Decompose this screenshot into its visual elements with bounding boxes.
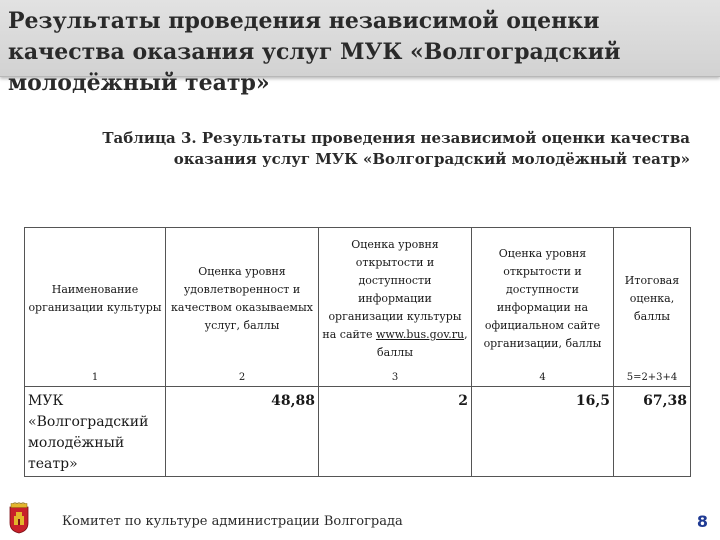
- column-number: 5=2+3+4: [614, 371, 691, 387]
- results-table: [24, 227, 691, 477]
- page-number: 8: [696, 512, 708, 531]
- header-org-name: Наименование организации культуры: [25, 228, 166, 371]
- table-caption: [80, 128, 690, 170]
- table-caption-line2: оказания услуг МУК «Волгоградский молодёжный театр»: [173, 150, 690, 168]
- org-name-cell: МУК «Волгоградский молодёжный театр»: [25, 387, 166, 477]
- satisfaction-score: 48,88: [166, 387, 319, 477]
- header-bus-gov-suffix: , баллы: [377, 328, 468, 360]
- header-official-site-openness: Оценка уровня открытости и доступности информации на официальном сайте организации, баллы: [472, 228, 614, 371]
- column-number: 4: [472, 371, 614, 387]
- header-satisfaction: Оценка уровня удовлетворенност и качеством оказываемых услуг, баллы: [166, 228, 319, 371]
- column-number: 3: [319, 371, 472, 387]
- column-number-row: [25, 371, 691, 387]
- volgograd-coat-of-arms-icon: [8, 502, 30, 534]
- official-site-score: 16,5: [472, 387, 614, 477]
- bus-gov-score: 2: [319, 387, 472, 477]
- bus-gov-link[interactable]: www.bus.gov.ru: [375, 328, 465, 342]
- total-score: 67,38: [614, 387, 691, 477]
- table-header-row: [25, 228, 691, 371]
- column-number: 2: [166, 371, 319, 387]
- table-row: [25, 387, 691, 477]
- header-bus-gov-openness: [319, 228, 472, 371]
- footer: [0, 498, 720, 540]
- title-band: [0, 0, 720, 96]
- table-caption-line1: Таблица 3. Результаты проведения независимой оценки качества: [102, 129, 690, 147]
- header-total-score: Итоговая оценка, баллы: [614, 228, 691, 371]
- header-bus-gov-text: Оценка уровня открытости и доступности информации организации культуры на сайте: [322, 238, 462, 342]
- footer-committee-text: Комитет по культуре администрации Волгограда: [62, 514, 403, 529]
- slide-title: Результаты проведения независимой оценки качества оказания услуг МУК «Волгоградский молодёжный театр»: [8, 8, 621, 96]
- column-number: 1: [25, 371, 166, 387]
